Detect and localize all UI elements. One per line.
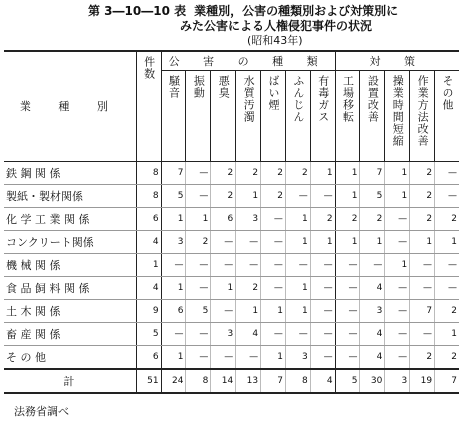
value-cell: 1 (335, 185, 360, 208)
value-cell: — (310, 300, 335, 323)
industry-name: 機 械 関 係 (4, 254, 136, 277)
column-header: 作業方法改善 (410, 71, 435, 162)
value-cell: 2 (310, 208, 335, 231)
value-cell: 30 (360, 369, 385, 393)
value-cell: 2 (410, 346, 435, 370)
value-cell: — (385, 323, 410, 346)
count-cell: 4 (136, 277, 161, 300)
title-line2: みた公害による人権侵犯事件の状況 (180, 19, 373, 33)
count-cell: 6 (136, 346, 161, 370)
count-cell: 8 (136, 162, 161, 185)
column-header: その他 (435, 71, 459, 162)
value-cell: 1 (335, 162, 360, 185)
value-cell: — (385, 231, 410, 254)
value-cell: — (410, 277, 435, 300)
measure-group-header: 対 策 (335, 51, 459, 71)
value-cell: — (385, 346, 410, 370)
value-cell: — (161, 254, 186, 277)
value-cell: 1 (261, 300, 286, 323)
count-header: 件数 (136, 51, 161, 162)
value-cell: 1 (360, 231, 385, 254)
value-cell: 5 (186, 300, 211, 323)
value-cell: 1 (385, 254, 410, 277)
table-row (4, 346, 459, 370)
column-header: ふんじん (285, 71, 310, 162)
value-cell: — (161, 323, 186, 346)
value-cell: 24 (161, 369, 186, 393)
value-cell: 2 (335, 208, 360, 231)
value-cell: — (211, 346, 236, 370)
value-cell: 7 (261, 369, 286, 393)
industry-name: 計 (4, 369, 136, 393)
column-header: ばい煙 (261, 71, 286, 162)
value-cell: 2 (236, 162, 261, 185)
table-row (4, 323, 459, 346)
value-cell: 2 (435, 208, 459, 231)
value-cell: — (211, 300, 236, 323)
value-cell: 2 (410, 185, 435, 208)
value-cell: 2 (285, 162, 310, 185)
industry-name: 土 木 関 係 (4, 300, 136, 323)
value-cell: 1 (410, 231, 435, 254)
count-cell: 5 (136, 323, 161, 346)
table-row (4, 162, 459, 185)
value-cell: 1 (335, 231, 360, 254)
value-cell: — (385, 277, 410, 300)
value-cell: 5 (161, 185, 186, 208)
value-cell: 2 (261, 162, 286, 185)
column-header: 騒音 (161, 71, 186, 162)
pollution-group-header: 公 害 の 種 類 (161, 51, 335, 71)
value-cell: 8 (186, 369, 211, 393)
value-cell: 1 (310, 162, 335, 185)
value-cell: — (211, 254, 236, 277)
value-cell: — (410, 254, 435, 277)
table-row (4, 300, 459, 323)
value-cell: 1 (161, 346, 186, 370)
value-cell: 1 (385, 162, 410, 185)
value-cell: 14 (211, 369, 236, 393)
value-cell: 1 (261, 346, 286, 370)
value-cell: 2 (211, 185, 236, 208)
value-cell: 4 (360, 277, 385, 300)
value-cell: — (410, 323, 435, 346)
column-header: 操業時間短縮 (385, 71, 410, 162)
value-cell: — (335, 323, 360, 346)
table-row (4, 231, 459, 254)
value-cell: — (186, 162, 211, 185)
industry-name: 化 学 工 業 関 係 (4, 208, 136, 231)
value-cell: — (310, 323, 335, 346)
table-row (4, 277, 459, 300)
total-row (4, 369, 459, 393)
value-cell: — (310, 185, 335, 208)
value-cell: 4 (310, 369, 335, 393)
value-cell: — (385, 300, 410, 323)
value-cell: 2 (211, 162, 236, 185)
count-cell: 51 (136, 369, 161, 393)
value-cell: 3 (385, 369, 410, 393)
value-cell: 5 (335, 369, 360, 393)
count-cell: 8 (136, 185, 161, 208)
industry-name: そ の 他 (4, 346, 136, 370)
value-cell: — (261, 254, 286, 277)
value-cell: 2 (261, 185, 286, 208)
value-cell: — (186, 254, 211, 277)
value-cell: — (335, 300, 360, 323)
value-cell: — (310, 277, 335, 300)
value-cell: — (360, 254, 385, 277)
value-cell: 1 (236, 300, 261, 323)
value-cell: — (335, 254, 360, 277)
value-cell: 6 (211, 208, 236, 231)
value-cell: 2 (435, 346, 459, 370)
value-cell: 7 (360, 162, 385, 185)
value-cell: — (186, 277, 211, 300)
industry-name: 食 品 飼 料 関 係 (4, 277, 136, 300)
value-cell: 2 (236, 277, 261, 300)
value-cell: 1 (161, 277, 186, 300)
value-cell: — (385, 208, 410, 231)
value-cell: 3 (161, 231, 186, 254)
value-cell: — (186, 185, 211, 208)
value-cell: 7 (410, 300, 435, 323)
value-cell: 7 (161, 162, 186, 185)
value-cell: 1 (285, 300, 310, 323)
column-header: 有毒ガス (310, 71, 335, 162)
value-cell: 2 (410, 208, 435, 231)
value-cell: 2 (186, 231, 211, 254)
value-cell: 3 (360, 300, 385, 323)
value-cell: — (236, 346, 261, 370)
industry-name: 製紙・製材関係 (4, 185, 136, 208)
value-cell: — (236, 254, 261, 277)
count-cell: 1 (136, 254, 161, 277)
count-cell: 9 (136, 300, 161, 323)
value-cell: — (335, 277, 360, 300)
table-row (4, 185, 459, 208)
value-cell: 1 (161, 208, 186, 231)
value-cell: — (261, 277, 286, 300)
value-cell: — (261, 323, 286, 346)
value-cell: 7 (435, 369, 459, 393)
count-cell: 6 (136, 208, 161, 231)
value-cell: 1 (285, 208, 310, 231)
value-cell: 3 (211, 323, 236, 346)
value-cell: 8 (285, 369, 310, 393)
table-row (4, 208, 459, 231)
value-cell: — (285, 323, 310, 346)
value-cell: 1 (435, 231, 459, 254)
value-cell: — (435, 254, 459, 277)
value-cell: — (310, 346, 335, 370)
value-cell: — (435, 185, 459, 208)
value-cell: 4 (360, 323, 385, 346)
value-cell: — (186, 323, 211, 346)
value-cell: 1 (285, 277, 310, 300)
value-cell: 3 (285, 346, 310, 370)
industry-name: 鉄 鋼 関 係 (4, 162, 136, 185)
value-cell: 6 (161, 300, 186, 323)
value-cell: 13 (236, 369, 261, 393)
column-header: 振動 (186, 71, 211, 162)
value-cell: — (435, 277, 459, 300)
value-cell: — (236, 231, 261, 254)
title-line1: 業種別，公害の種類別および対策別に (194, 4, 399, 18)
column-header: 工場移転 (335, 71, 360, 162)
table-title (88, 4, 398, 18)
value-cell: 1 (435, 323, 459, 346)
value-cell: 3 (236, 208, 261, 231)
value-cell: — (435, 162, 459, 185)
table-number: 第 3―10―10 表 (88, 4, 187, 18)
value-cell: — (285, 254, 310, 277)
value-cell: 2 (435, 300, 459, 323)
value-cell: 2 (410, 162, 435, 185)
statistics-table (4, 50, 459, 394)
value-cell: 1 (186, 208, 211, 231)
value-cell: — (261, 231, 286, 254)
value-cell: 4 (360, 346, 385, 370)
value-cell: 19 (410, 369, 435, 393)
value-cell: 1 (285, 231, 310, 254)
value-cell: — (285, 185, 310, 208)
value-cell: — (310, 254, 335, 277)
value-cell: — (186, 346, 211, 370)
title-era: (昭和43年) (247, 34, 303, 47)
value-cell: 4 (236, 323, 261, 346)
value-cell: 1 (385, 185, 410, 208)
value-cell: 1 (236, 185, 261, 208)
value-cell: 2 (360, 208, 385, 231)
value-cell: — (335, 346, 360, 370)
industry-name: コンクリート関係 (4, 231, 136, 254)
value-cell: 1 (211, 277, 236, 300)
value-cell: — (261, 208, 286, 231)
value-cell: — (211, 231, 236, 254)
column-header: 設置改善 (360, 71, 385, 162)
column-header: 水質汚濁 (236, 71, 261, 162)
table-row (4, 254, 459, 277)
industry-header: 業 種 別 (4, 51, 136, 162)
source-note: 法務省調べ (14, 405, 69, 418)
value-cell: 1 (310, 231, 335, 254)
value-cell: 5 (360, 185, 385, 208)
column-header: 悪臭 (211, 71, 236, 162)
industry-name: 畜 産 関 係 (4, 323, 136, 346)
count-cell: 4 (136, 231, 161, 254)
